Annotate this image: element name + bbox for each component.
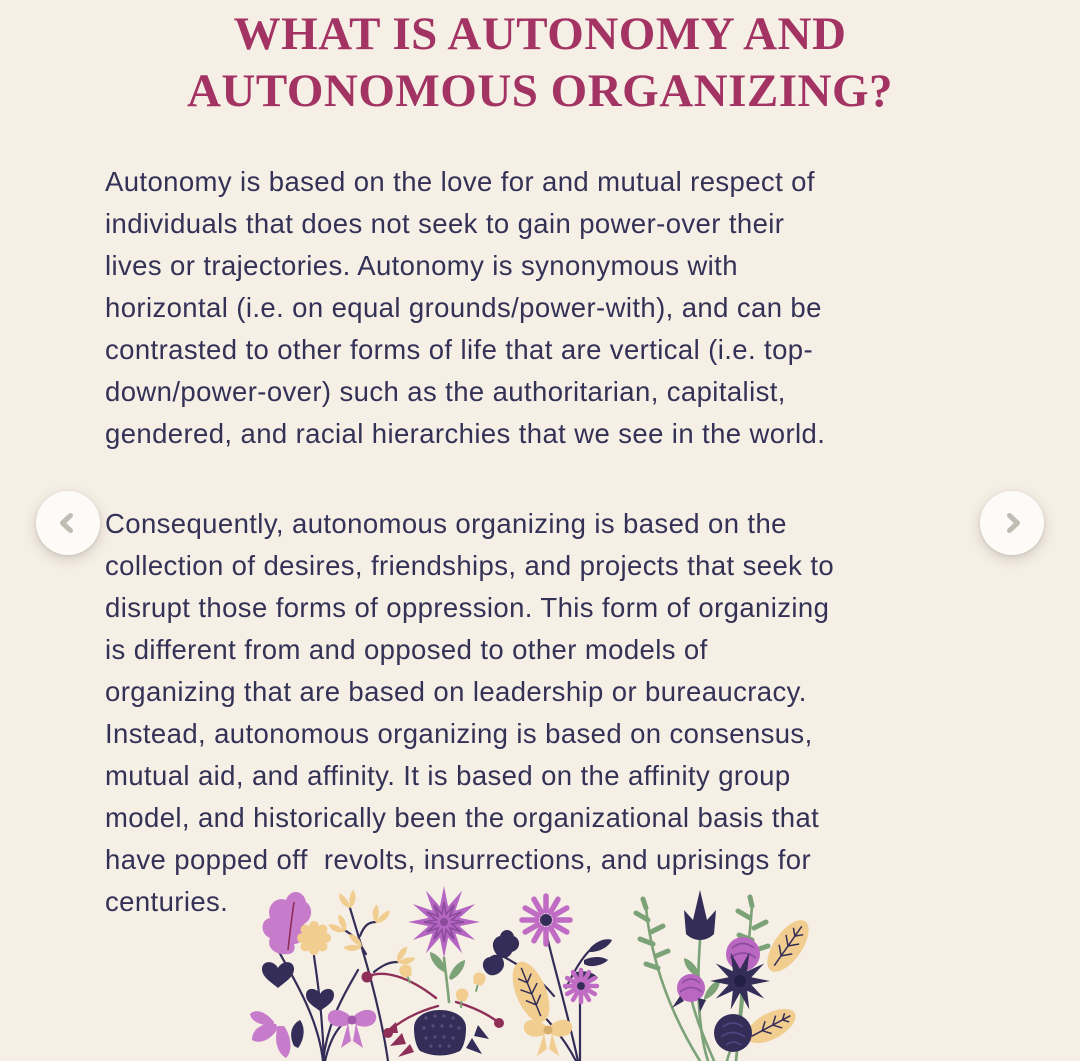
yellow-pom-flower [297, 921, 331, 955]
navy-pom-flower [714, 1014, 752, 1052]
text-line: have popped off revolts, insurrections, and uprisings for [105, 844, 811, 875]
navy-heart-leaf [306, 989, 334, 1011]
text-line: disrupt those forms of oppression. This form of organizing [105, 592, 830, 623]
fern-frond [636, 899, 668, 968]
text-line: contrasted to other forms of life that are vertical (i.e. top- [105, 334, 814, 365]
flower-bouquet-illustration [248, 876, 823, 1061]
green-leaf [449, 960, 465, 980]
text-line: organizing that are based on leadership or bureaucracy. [105, 676, 807, 707]
text-line: horizontal (i.e. on equal grounds/power-with), and can be [105, 292, 822, 323]
text-line: lives or trajectories. Autonomy is synonymous with [105, 250, 738, 281]
yellow-bud-branch [328, 889, 416, 968]
text-line: Instead, autonomous organizing is based on consensus, [105, 718, 813, 749]
pink-bow [328, 1010, 376, 1048]
navy-leaf [291, 1020, 304, 1048]
navy-heart-leaf [262, 962, 294, 988]
carousel-next-button[interactable] [980, 491, 1044, 555]
title-line-1: WHAT IS AUTONOMY AND [233, 8, 847, 60]
iris-petal [276, 1026, 290, 1058]
aster-bouquet [483, 896, 612, 1056]
navy-oak-leaflets [483, 930, 519, 975]
text-line: collection of desires, friendships, and projects that seek to [105, 550, 835, 581]
crimson-spiky-leaves [384, 1022, 414, 1057]
iris-petal [252, 1024, 278, 1042]
text-line: Consequently, autonomous organizing is based on the [105, 508, 787, 539]
carousel-prev-button[interactable] [36, 491, 100, 555]
title-line-2: AUTONOMOUS ORGANIZING? [186, 65, 894, 117]
chevron-right-icon [1000, 511, 1024, 535]
page-title [0, 6, 1080, 120]
text-line: down/power-over) such as the authoritarian, capitalist, [105, 376, 786, 407]
paragraph-autonomous-organizing [105, 503, 995, 923]
navy-spiky-leaves [466, 1025, 489, 1054]
navy-bell-flower [414, 1010, 466, 1056]
chevron-left-icon [56, 511, 80, 535]
paragraph-autonomy-definition [105, 161, 995, 455]
iris-petal [250, 1011, 274, 1026]
text-line: is different from and opposed to other models of [105, 634, 708, 665]
text-line: centuries. [105, 886, 229, 917]
text-line: individuals that does not seek to gain power-over their [105, 208, 785, 239]
left-bouquet [250, 892, 376, 1058]
text-line: mutual aid, and affinity. It is based on the affinity group [105, 760, 791, 791]
yellow-bow [524, 1020, 572, 1056]
right-bouquet [636, 890, 817, 1052]
magenta-clover-flower-small [672, 974, 706, 1012]
text-line: Autonomy is based on the love for and mutual respect of [105, 166, 815, 197]
navy-tulip-flower [684, 890, 716, 940]
yellow-leaf [505, 957, 557, 1028]
text-line: model, and historically been the organizational basis that [105, 802, 820, 833]
yellow-tulip-bud [470, 971, 487, 993]
flower-bud [362, 972, 373, 983]
flower-bud [494, 1018, 504, 1028]
text-line: gendered, and racial hierarchies that we see in the world. [105, 418, 826, 449]
